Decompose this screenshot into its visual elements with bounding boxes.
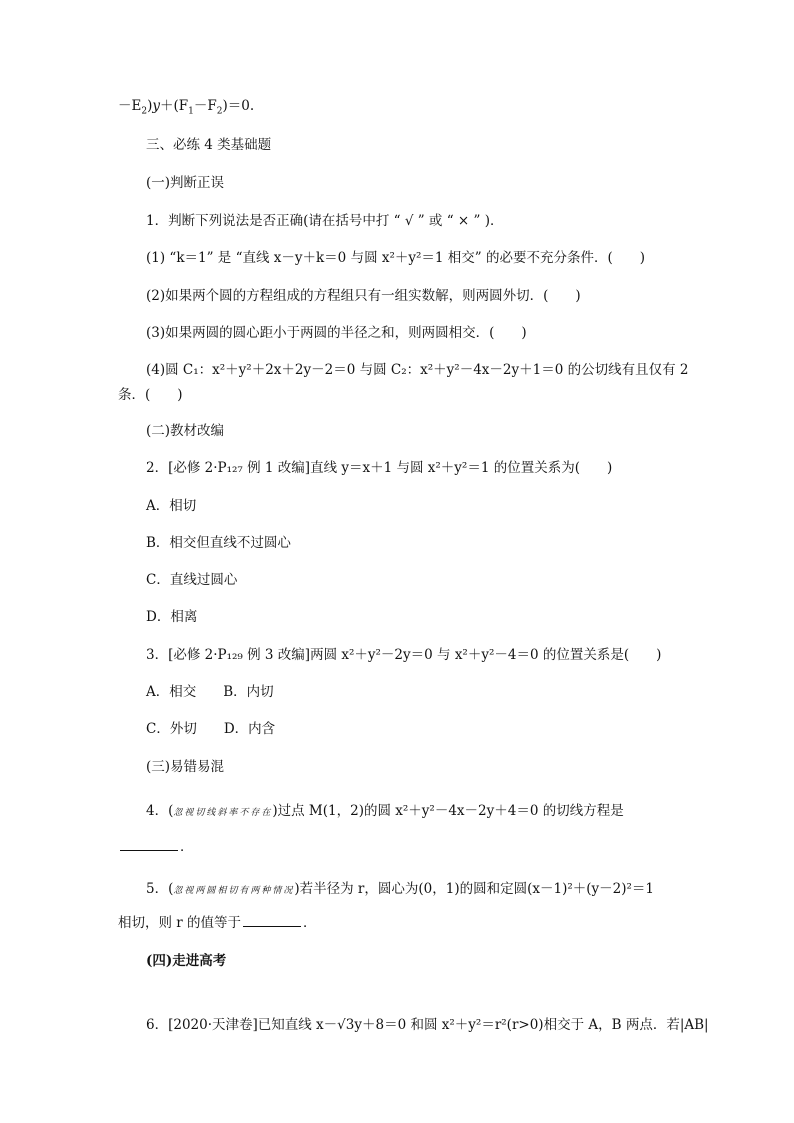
question-2-option-b: B．相交但直线不过圆心 xyxy=(146,535,291,551)
subsection-heading-4: (四)走进高考 xyxy=(146,953,227,969)
question-5-note: 忽视两圆相切有两种情况 xyxy=(173,886,295,896)
subsection-heading-2: (二)教材改编 xyxy=(146,423,225,439)
question-1-item-4-cont: 条．( ) xyxy=(118,387,183,403)
question-6: 6．[2020·天津卷]已知直线 x－√3y＋8＝0 和圆 x²＋y²＝r²(r>0)相交于 A，B 两点．若|AB| xyxy=(146,1017,709,1033)
question-1-item-2: (2)如果两个圆的方程组成的方程组只有一组实数解，则两圆外切．( ) xyxy=(146,288,581,304)
answer-blank[interactable] xyxy=(243,914,301,927)
equation-continuation: $-E_2)y+(F_1-F_2)=0$. xyxy=(118,98,255,117)
question-2-option-a: A．相切 xyxy=(146,498,197,514)
question-1: 1．判断下列说法是否正确(请在括号中打 “ √ ” 或 “ × ” )． xyxy=(146,213,504,229)
subsection-heading-1: (一)判断正误 xyxy=(146,175,225,191)
question-3: 3．[必修 2·P₁₂₉ 例 3 改编]两圆 x²＋y²－2y＝0 与 x²＋y²－4＝0 的位置关系是( ) xyxy=(146,647,662,663)
question-5: 5．(忽视两圆相切有两种情况)若半径为 r，圆心为(0，1)的圆和定圆(x－1)²＋(y－2)²＝1 xyxy=(146,881,654,897)
question-2: 2．[必修 2·P₁₂₇ 例 1 改编]直线 y＝x＋1 与圆 x²＋y²＝1 的位置关系为( ) xyxy=(146,460,613,476)
question-2-option-c: C．直线过圆心 xyxy=(146,572,238,588)
question-5-cont: 相切，则 r 的值等于 ． xyxy=(118,915,317,931)
question-1-item-4: (4)圆 C₁：x²＋y²＋2x＋2y－2＝0 与圆 C₂：x²＋y²－4x－2y＋1＝0 的公切线有且仅有 2 xyxy=(146,362,689,378)
question-3-options-ab: A．相交 B．内切 xyxy=(146,684,274,700)
subsection-heading-3: (三)易错易混 xyxy=(146,759,225,775)
answer-blank[interactable] xyxy=(120,838,178,851)
question-3-options-cd: C．外切 D．内含 xyxy=(146,721,276,737)
question-1-item-1: (1) “k＝1” 是 “直线 x－y＋k＝0 与圆 x²＋y²＝1 相交” 的必要不充分条件．( ) xyxy=(146,250,646,266)
question-4-note: 忽视切线斜率不存在 xyxy=(173,808,273,818)
question-4-cont: ． xyxy=(118,838,194,856)
section-heading: 三、必练 4 类基础题 xyxy=(146,137,272,153)
question-4: 4．(忽视切线斜率不存在)过点 M(1，2)的圆 x²＋y²－4x－2y＋4＝0 的切线方程是 xyxy=(146,803,624,819)
question-1-item-3: (3)如果两圆的圆心距小于两圆的半径之和，则两圆相交．( ) xyxy=(146,325,527,341)
question-2-option-d: D．相离 xyxy=(146,609,198,625)
